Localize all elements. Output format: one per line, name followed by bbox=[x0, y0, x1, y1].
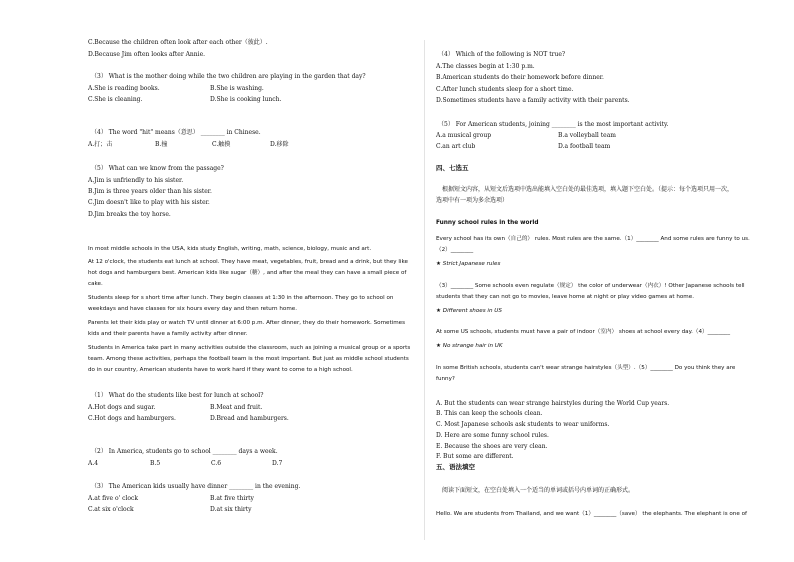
option-c: C.触摸 bbox=[212, 141, 231, 148]
passage-line: students that they can not go to movies, leave home at night or play video games at home. bbox=[436, 294, 694, 300]
option-d: D. Here are some funny school rules. bbox=[436, 432, 549, 439]
section-heading: 四、七选五 bbox=[436, 164, 469, 172]
option-a: A.a musical group bbox=[436, 132, 492, 139]
option-d: D.She is cooking lunch. bbox=[210, 96, 282, 103]
passage-line: do in our country, American students have to work hard if they want to come to a high school. bbox=[88, 367, 353, 373]
option-b: B.a volleyball team bbox=[558, 132, 616, 139]
passage-line: （3）________ Some schools even regulate（规定） the color of underwear（内衣）! Other Japanese schools tell bbox=[436, 283, 745, 289]
passage-line: Hello. We are students from Thailand, and we want（1）________（save） the elephants. The elephant is one of bbox=[436, 511, 747, 517]
passage-line: Students sleep for s short time after lunch. They begin classes at 1:30 in the afternoon. They go to school on bbox=[88, 295, 394, 301]
passage-line: Every school has its own（自己的） rules. Most rules are the same.（1）________ And some rules are funny to us. bbox=[436, 236, 750, 242]
sub-heading: ★ Strict Japanese rules bbox=[436, 261, 501, 267]
instruction-line: 选项中有一项为多余选项） bbox=[436, 197, 509, 204]
question-stem: （2） In America, students go to school ________ days a week. bbox=[91, 448, 278, 455]
option-d: D.Bread and hamburgers. bbox=[210, 415, 289, 422]
option-c: C.She is cleaning. bbox=[88, 96, 143, 103]
option-b: B.Meat and fruit. bbox=[210, 404, 263, 411]
passage-title: Funny school rules in the world bbox=[436, 220, 539, 226]
option-d: D.at six thirty bbox=[210, 506, 252, 513]
instruction-line: 阅读下面短文，在空白处填入一个适当的单词或括号内单词的正确形式。 bbox=[442, 487, 635, 494]
option-b: B.5 bbox=[150, 460, 161, 467]
option-a: A.4 bbox=[88, 460, 99, 467]
option-d: D.移除 bbox=[270, 141, 289, 148]
option-a: A.The classes begin at 1:30 p.m. bbox=[436, 63, 535, 70]
option-a: A. But the students can wear strange hairstyles during the World Cup years. bbox=[436, 400, 670, 407]
question-stem: （4） Which of the following is NOT true? bbox=[438, 51, 566, 58]
question-stem: （5） For American students, joining ________ is the most important activity. bbox=[438, 121, 669, 128]
option-c: C.an art club bbox=[436, 143, 476, 150]
option-b: B.撞 bbox=[155, 141, 168, 148]
passage-line: In most middle schools in the USA, kids study English, writing, math, science, biology, music and art. bbox=[88, 246, 372, 252]
passage-line: In some British schools, students can't wear strange hairstyles（头型）.（5）________ Do you think they are bbox=[436, 365, 736, 371]
option-f: F. But some are different. bbox=[436, 453, 514, 460]
option-d: D.a football team bbox=[558, 143, 611, 150]
column-divider bbox=[424, 40, 425, 540]
passage-line: At 12 o'clock, the students eat lunch at school. They have meat, vegetables, fruit, bread and a drink, but they like bbox=[88, 259, 408, 265]
option-b: B.She is washing. bbox=[210, 85, 264, 92]
passage-line: funny? bbox=[436, 376, 455, 382]
option-e: E. Because the shoes are very clean. bbox=[436, 443, 548, 450]
option-c: C. Most Japanese schools ask students to wear uniforms. bbox=[436, 421, 610, 428]
option-d: D.Because Jim often looks after Annie. bbox=[88, 51, 206, 58]
passage-line: team. Among these activities, perhaps the football team is the most important. But just as middle school students bbox=[88, 356, 409, 362]
option-b: B.at five thirty bbox=[210, 495, 254, 502]
option-d: D.Jim breaks the toy horse. bbox=[88, 211, 171, 218]
question-stem: （5） What can we know from the passage? bbox=[91, 165, 224, 172]
passage-line: （2）________ bbox=[436, 247, 474, 253]
option-c: C.Because the children often look after each other（彼此）. bbox=[88, 39, 268, 46]
option-d: D.Sometimes students have a family activity with their parents. bbox=[436, 97, 630, 104]
sub-heading: ★ No strange hair in UK bbox=[436, 343, 503, 349]
question-stem: （3） What is the mother doing while the two children are playing in the garden that day? bbox=[91, 73, 366, 80]
option-a: A.打；击 bbox=[88, 141, 113, 148]
section-heading: 五、语法填空 bbox=[436, 463, 475, 471]
option-b: B.American students do their homework before dinner. bbox=[436, 74, 604, 81]
option-d: D.7 bbox=[272, 460, 283, 467]
question-stem: （1） What do the students like best for lunch at school? bbox=[91, 392, 264, 399]
option-c: C.at six o'clock bbox=[88, 506, 134, 513]
sub-heading: ★ Different shoes in US bbox=[436, 308, 502, 314]
option-c: C.Hot dogs and hamburgers. bbox=[88, 415, 176, 422]
instruction-line: 根据短文内容，从短文后选项中选出能填入空白处的最佳选项，填入题下空白处。（提示：每个选项只用一次， bbox=[442, 186, 734, 193]
passage-line: Parents let their kids play or watch TV until dinner at 6:00 p.m. After dinner, they do their homework. Sometimes bbox=[88, 320, 406, 326]
passage-line: cake. bbox=[88, 281, 103, 287]
question-stem: （3） The American kids usually have dinner ________ in the evening. bbox=[91, 483, 301, 490]
passage-line: weekdays and have classes for six hours every day and then return home. bbox=[88, 306, 298, 312]
passage-line: Students in America take part in many activities outside the classroom, such as joining a musical group or a sports bbox=[88, 345, 411, 351]
option-b: B. This can keep the schools clean. bbox=[436, 410, 543, 417]
passage-line: hot dogs and hamburgers best. American kids like sugar（糖）, and after the meal they can have a small piece of bbox=[88, 270, 407, 276]
option-a: A.She is reading books. bbox=[88, 85, 160, 92]
option-c: C.After lunch students sleep for a short time. bbox=[436, 86, 574, 93]
option-c: C.6 bbox=[211, 460, 222, 467]
option-c: C.Jim doesn't like to play with his sister. bbox=[88, 199, 210, 206]
option-a: A.Hot dogs and sugar. bbox=[88, 404, 156, 411]
question-stem: （4） The word "hit" means（意思） ________ in Chinese. bbox=[91, 129, 261, 136]
option-b: B.Jim is three years older than his sister. bbox=[88, 188, 212, 195]
option-a: A.Jim is unfriendly to his sister. bbox=[88, 177, 184, 184]
passage-line: At some US schools, students must have a pair of indoor（室内） shoes at school every day.（4）________ bbox=[436, 329, 731, 335]
passage-line: kids and their parents have a family activity after dinner. bbox=[88, 331, 248, 337]
option-a: A.at five o' clock bbox=[88, 495, 139, 502]
